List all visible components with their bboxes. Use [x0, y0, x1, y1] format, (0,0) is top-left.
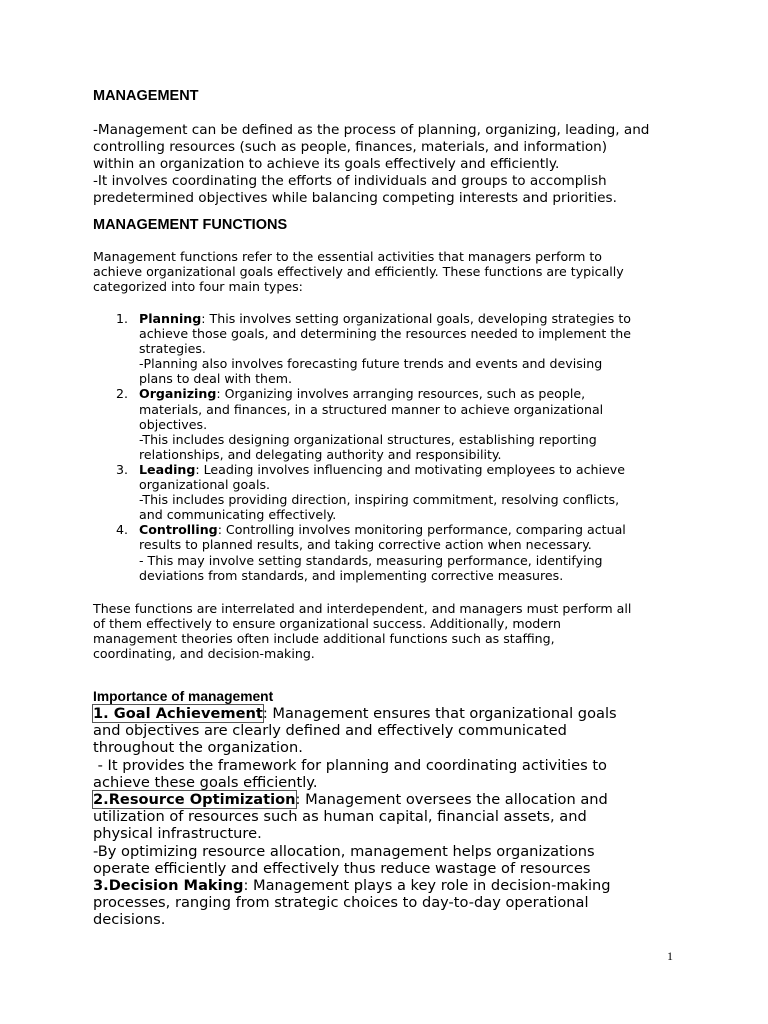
functions-heading: MANAGEMENT FUNCTIONS [93, 217, 288, 233]
functions-list [93, 311, 693, 583]
function-line: strategies. [139, 341, 206, 357]
definition-line-3: within an organization to achieve its goals effectively and efficiently. [93, 156, 560, 172]
function-text: : Organizing involves arranging resources, such as people, [216, 386, 586, 402]
function-term: Controlling [139, 522, 218, 538]
function-term: Leading [139, 461, 196, 477]
definition-line-4: -It involves coordinating the efforts of individuals and groups to accomplish [93, 173, 607, 189]
importance-term: 1. Goal Achievement [93, 705, 263, 722]
functions-outro-line-1: These functions are interrelated and interdependent, and managers must perform all [93, 601, 632, 616]
list-number: 2. [116, 386, 129, 402]
importance-line: achieve these goals efficiently. [93, 773, 318, 791]
importance-text: : Management oversees the allocation and [295, 791, 608, 809]
importance-text: : Management plays a key role in decision-making [243, 877, 611, 895]
function-line: and communicating effectively. [139, 507, 337, 523]
importance-heading: Importance of management [93, 689, 274, 704]
function-line: results to planned results, and taking corrective action when necessary. [139, 537, 592, 553]
function-line: -Planning also involves forecasting future trends and events and devising [139, 356, 603, 372]
importance-line: processes, ranging from strategic choices to day-to-day operational [93, 894, 589, 912]
importance-line: - It provides the framework for planning and coordinating activities to [93, 756, 607, 774]
function-text: : This involves setting organizational goals, developing strategies to [201, 311, 631, 326]
list-number: 1. [116, 311, 129, 326]
functions-intro-line-1: Management functions refer to the essential activities that managers perform to [93, 249, 603, 264]
definition-line-5: predetermined objectives while balancing competing interests and priorities. [93, 190, 617, 206]
function-line: -This includes providing direction, inspiring commitment, resolving conflicts, [139, 492, 620, 508]
functions-outro-line-3: management theories often include additional functions such as staffing, [93, 631, 555, 646]
function-item-leading [93, 462, 693, 522]
function-term: Organizing [139, 386, 217, 402]
page-number: 1 [667, 949, 673, 963]
function-item-organizing [93, 386, 693, 461]
importance-line: and objectives are clearly defined and effectively communicated [93, 722, 567, 740]
importance-section [93, 705, 617, 929]
list-number: 3. [116, 461, 129, 477]
function-line: relationships, and delegating authority and responsibility. [139, 446, 502, 462]
function-line: -This includes designing organizational structures, establishing reporting [139, 431, 597, 447]
importance-term: 2.Resource Optimization [93, 791, 296, 809]
importance-line: throughout the organization. [93, 739, 303, 757]
functions-outro-line-4: coordinating, and decision-making. [93, 646, 315, 661]
function-item-controlling [93, 522, 693, 582]
importance-line: physical infrastructure. [93, 825, 262, 843]
definition-line-1: -Management can be defined as the process of planning, organizing, leading, and [93, 122, 650, 138]
importance-term: 3.Decision Making [93, 877, 244, 895]
importance-item-resource-optimization [93, 791, 617, 877]
importance-item-decision-making [93, 877, 617, 929]
function-term: Planning [139, 311, 202, 326]
functions-intro-line-2: achieve organizational goals effectively and efficiently. These functions are typically [93, 264, 624, 279]
function-line: deviations from standards, and implementing corrective measures. [139, 567, 564, 583]
functions-outro-line-2: of them effectively to ensure organizational success. Additionally, modern [93, 616, 561, 631]
list-number: 4. [116, 522, 129, 538]
function-item-planning [93, 311, 693, 386]
function-text: : Controlling involves monitoring performance, comparing actual [217, 522, 626, 538]
importance-text: : Management ensures that organizational goals [262, 705, 617, 722]
function-line: achieve those goals, and determining the resources needed to implement the [139, 326, 631, 342]
function-line: materials, and finances, in a structured manner to achieve organizational [139, 401, 604, 417]
importance-line: utilization of resources such as human capital, financial assets, and [93, 808, 587, 826]
function-line: plans to deal with them. [139, 371, 293, 387]
document-title: MANAGEMENT [93, 88, 199, 104]
function-line: objectives. [139, 416, 208, 432]
definition-line-2: controlling resources (such as people, finances, materials, and information) [93, 139, 608, 155]
importance-line: operate efficiently and effectively thus reduce wastage of resources [93, 859, 591, 877]
importance-item-goal-achievement [93, 705, 617, 791]
importance-line: decisions. [93, 911, 166, 929]
functions-intro-line-3: categorized into four main types: [93, 279, 303, 294]
function-line: - This may involve setting standards, measuring performance, identifying [139, 552, 603, 568]
function-text: : Leading involves influencing and motivating employees to achieve [195, 461, 625, 477]
importance-line: -By optimizing resource allocation, management helps organizations [93, 842, 595, 860]
function-line: organizational goals. [139, 477, 271, 493]
